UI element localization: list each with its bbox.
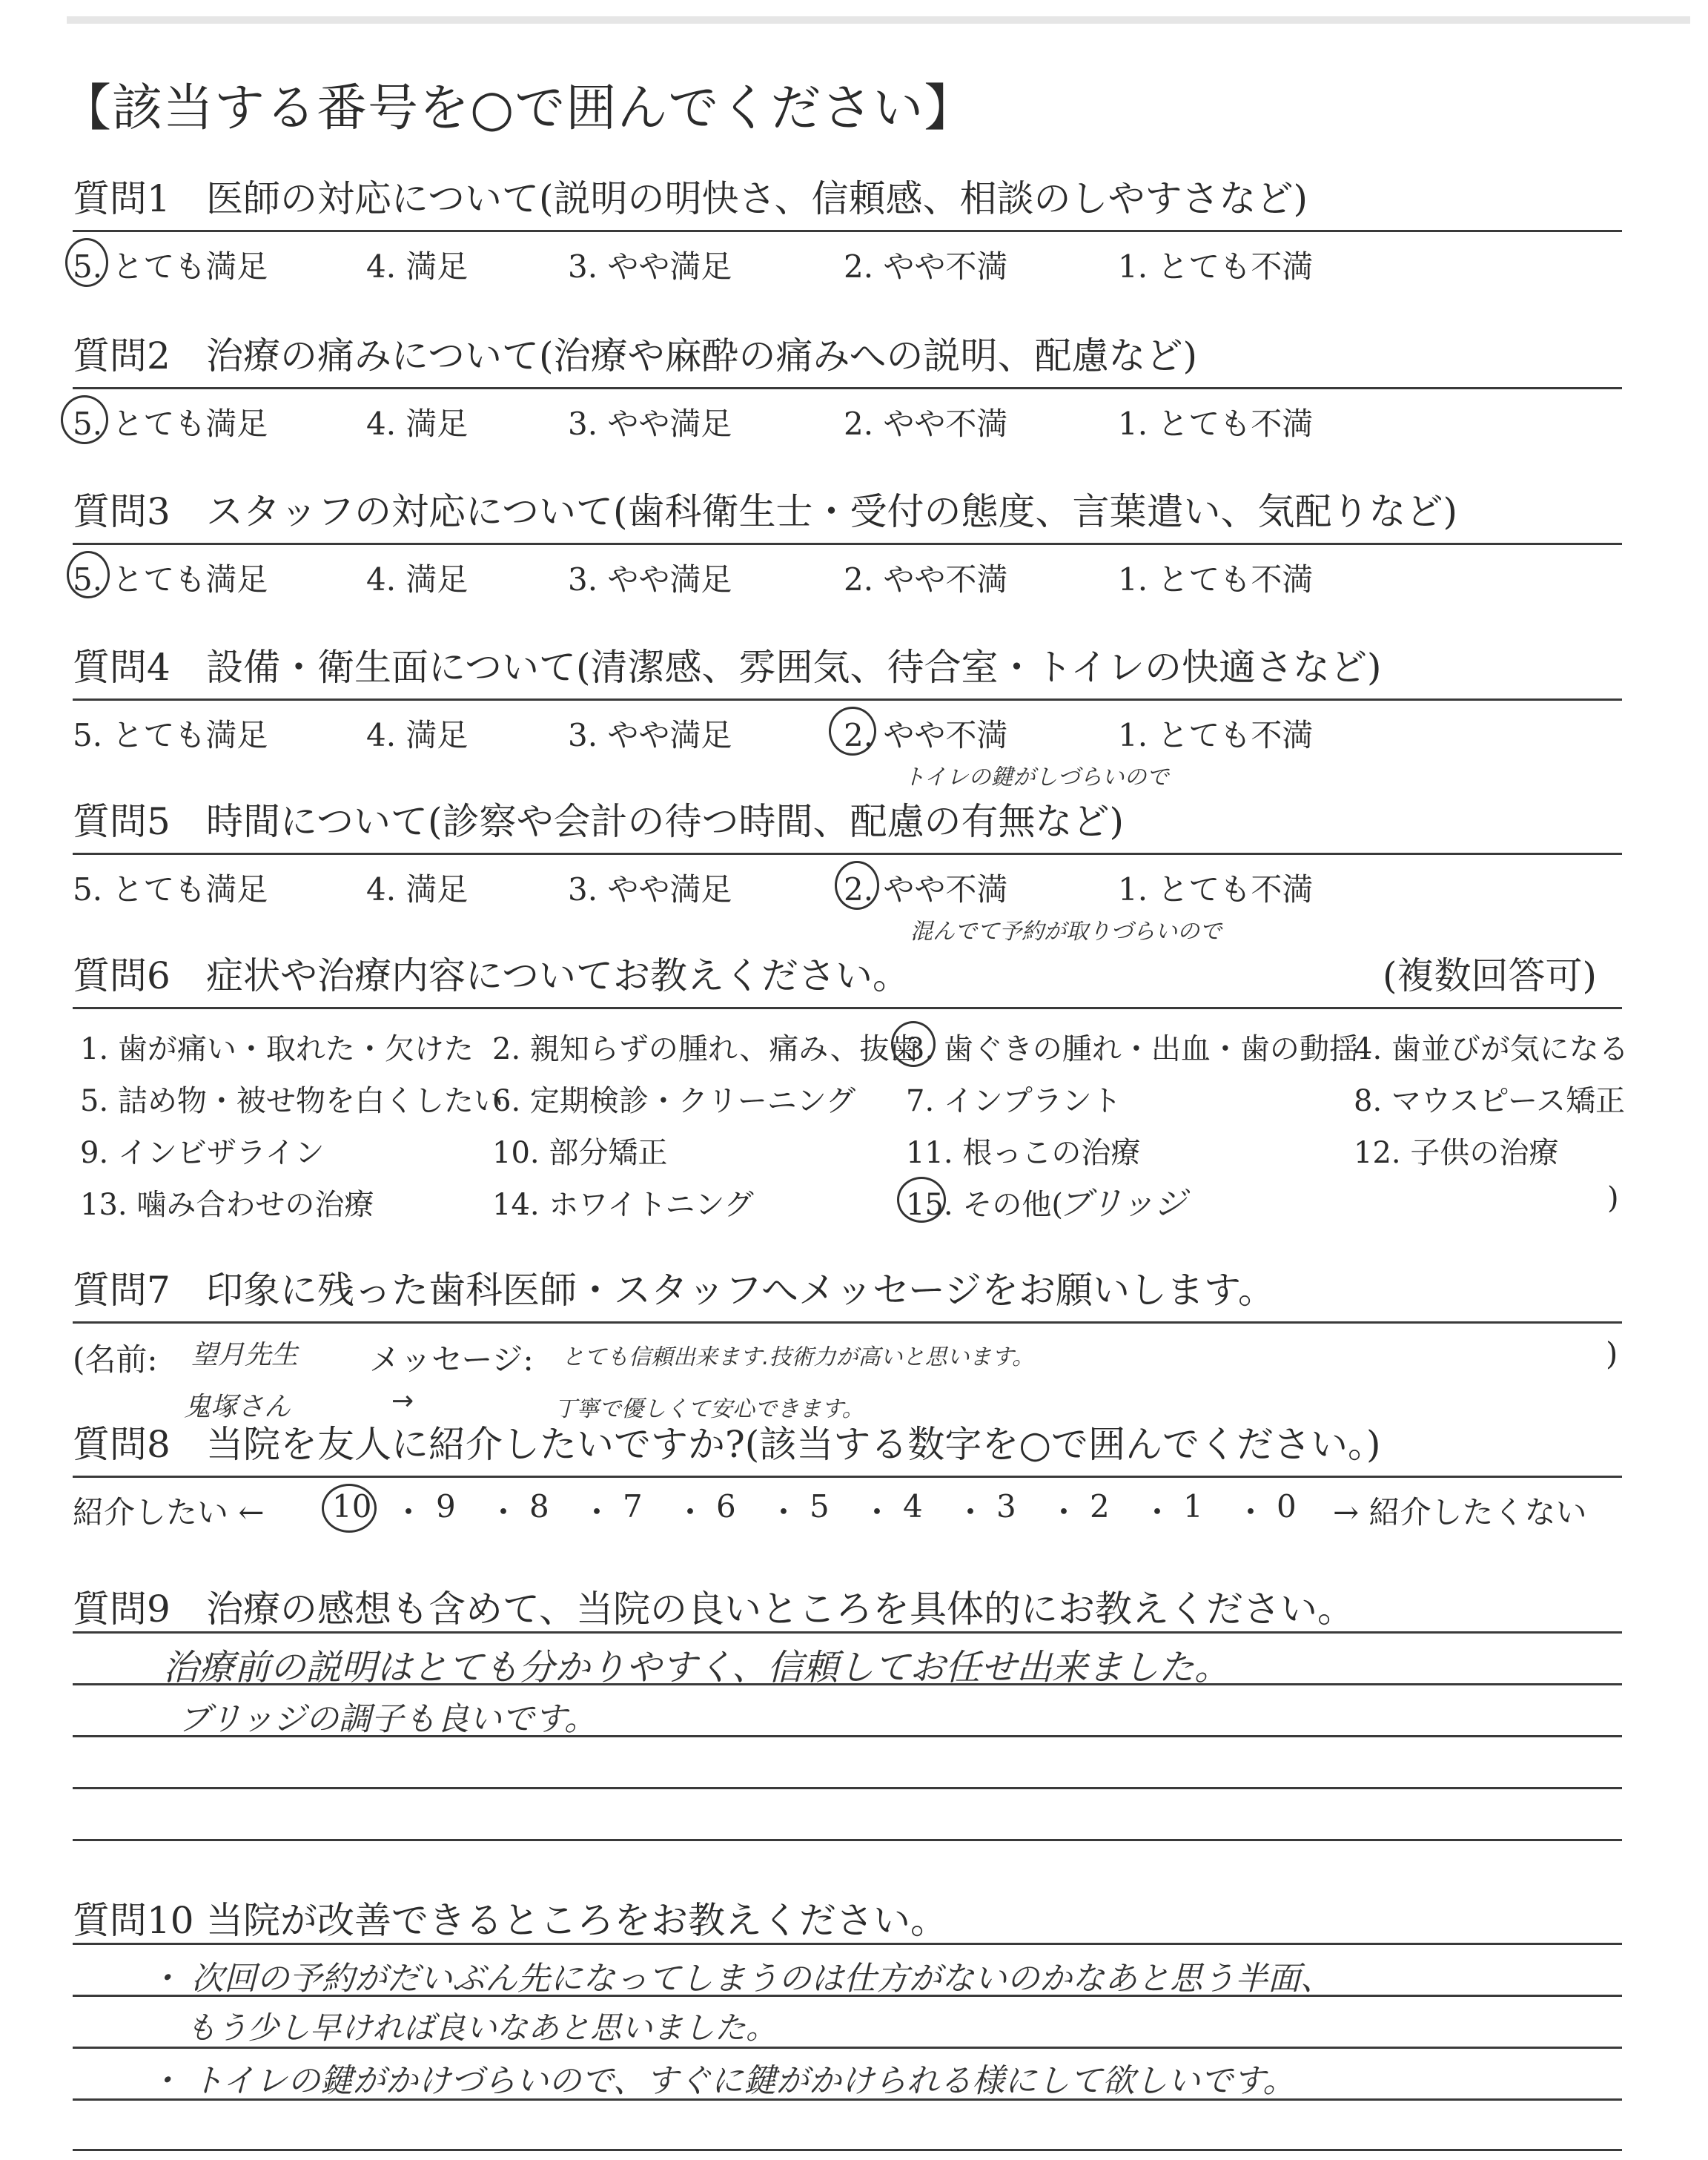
rating-options bbox=[73, 242, 1622, 287]
symptom-option[interactable]: 8. マウスピース矯正 bbox=[1354, 1084, 1626, 1118]
question-text: 医師の対応について(説明の明快さ、信頼感、相談のしやすさなど) bbox=[206, 177, 1308, 220]
option-3[interactable]: 3. やや満足 bbox=[568, 561, 732, 598]
handwritten-arrow: → bbox=[391, 1386, 414, 1416]
scale-number[interactable]: 10 bbox=[332, 1488, 372, 1525]
message-close-paren: ) bbox=[1606, 1335, 1618, 1372]
question-text: 印象に残った歯科医師・スタッフへメッセージをお願いします。 bbox=[206, 1269, 1275, 1312]
question-9 bbox=[73, 1579, 1622, 1633]
rating-options bbox=[73, 865, 1622, 945]
selection-circle bbox=[829, 707, 876, 756]
scale-dot: ・ bbox=[488, 1494, 520, 1530]
option-4[interactable]: 4. 満足 bbox=[366, 248, 469, 285]
answer-line bbox=[73, 1631, 1622, 1634]
option-2[interactable]: 2. やや不満 bbox=[844, 717, 1008, 753]
option-3[interactable]: 3. やや満足 bbox=[568, 717, 732, 753]
question-number: 質問7 bbox=[73, 1269, 171, 1312]
scale-right-label: → 紹介したくない bbox=[1333, 1494, 1587, 1530]
option-4[interactable]: 4. 満足 bbox=[366, 561, 469, 598]
handwritten-answer: ブリッジの調子も良いです。 bbox=[178, 1700, 597, 1738]
option-5[interactable]: 5. とても満足 bbox=[73, 406, 268, 442]
scale-dot: ・ bbox=[1142, 1494, 1174, 1530]
question-2 bbox=[73, 326, 1622, 444]
scale-number[interactable]: 0 bbox=[1277, 1488, 1297, 1525]
symptom-option[interactable]: 10. 部分矯正 bbox=[492, 1136, 668, 1170]
question-text: 治療の感想も含めて、当院の良いところを具体的にお教えください。 bbox=[206, 1588, 1354, 1631]
symptom-option[interactable]: 7. インプラント bbox=[906, 1084, 1122, 1118]
rating-options bbox=[73, 555, 1622, 600]
symptom-option[interactable]: 6. 定期検診・クリーニング bbox=[492, 1084, 856, 1118]
scale-number[interactable]: 9 bbox=[436, 1488, 456, 1525]
option-1[interactable]: 1. とても不満 bbox=[1118, 871, 1314, 908]
scale-dot: ・ bbox=[861, 1494, 893, 1530]
selection-circle bbox=[67, 551, 110, 598]
divider bbox=[73, 387, 1622, 389]
scale-number[interactable]: 3 bbox=[996, 1488, 1016, 1525]
option-3[interactable]: 3. やや満足 bbox=[568, 248, 732, 285]
handwritten-answer: 治療前の説明はとても分かりやすく、信頼してお任せ出来ました。 bbox=[163, 1647, 1231, 1688]
option-1[interactable]: 1. とても不満 bbox=[1118, 248, 1314, 285]
question-number: 質問6 bbox=[73, 954, 171, 997]
scale-dot: ・ bbox=[675, 1494, 706, 1530]
handwritten-answer: ・ 次回の予約がだいぶん先になってしまうのは仕方がないのかなあと思う半面、 bbox=[148, 1960, 1333, 1998]
symptom-option[interactable]: 11. 根っこの治療 bbox=[906, 1136, 1141, 1170]
scale-number[interactable]: 5 bbox=[810, 1488, 830, 1525]
handwritten-name: 望月先生 bbox=[191, 1340, 299, 1370]
scale-number[interactable]: 2 bbox=[1090, 1488, 1110, 1525]
handwritten-comment: 混んでて予約が取りづらいので bbox=[910, 919, 1222, 945]
question-text: 症状や治療内容についてお教えください。 bbox=[206, 954, 910, 997]
question-text: 当院を友人に紹介したいですか?(該当する数字を○で囲んでください。) bbox=[206, 1423, 1381, 1466]
symptom-option[interactable]: 3. 歯ぐきの腫れ・出血・歯の動揺 bbox=[906, 1032, 1359, 1066]
option-5[interactable]: 5. とても満足 bbox=[73, 248, 268, 285]
divider bbox=[73, 1007, 1622, 1009]
scale-dot: ・ bbox=[1048, 1494, 1080, 1530]
symptom-option[interactable]: 2. 親知らずの腫れ、痛み、抜歯 bbox=[492, 1032, 919, 1066]
answer-line bbox=[73, 1943, 1622, 1945]
question-number: 質問8 bbox=[73, 1423, 171, 1466]
question-3 bbox=[73, 482, 1622, 600]
divider bbox=[73, 698, 1622, 701]
option-2[interactable]: 2. やや不満 bbox=[844, 561, 1008, 598]
handwritten-answer: もう少し早ければ良いなあと思いました。 bbox=[185, 2009, 778, 2046]
rating-options bbox=[73, 711, 1622, 790]
scale-number[interactable]: 8 bbox=[529, 1488, 549, 1525]
handwritten-other: ブリッジ bbox=[1059, 1185, 1187, 1223]
handwritten-message-2: 丁寧で優しくて安心できます。 bbox=[555, 1396, 864, 1422]
divider bbox=[73, 853, 1622, 855]
question-number: 質問10 bbox=[73, 1899, 194, 1942]
divider bbox=[73, 1476, 1622, 1478]
option-5[interactable]: 5. とても満足 bbox=[73, 717, 268, 753]
symptom-option[interactable]: 14. ホワイトニング bbox=[492, 1188, 754, 1222]
question-text: 設備・衛生面について(清潔感、雰囲気、待合室・トイレの快適さなど) bbox=[206, 646, 1382, 689]
question-number: 質問5 bbox=[73, 800, 171, 843]
scale-dot: ・ bbox=[393, 1494, 425, 1530]
option-4[interactable]: 4. 満足 bbox=[366, 717, 469, 753]
selection-circle bbox=[835, 861, 879, 910]
question-4 bbox=[73, 638, 1622, 790]
divider bbox=[73, 230, 1622, 232]
question-8 bbox=[73, 1415, 1622, 1533]
symptom-option[interactable]: 12. 子供の治療 bbox=[1354, 1136, 1559, 1170]
divider bbox=[73, 543, 1622, 545]
selection-circle bbox=[65, 238, 108, 287]
question-number: 質問9 bbox=[73, 1588, 171, 1631]
scale-number[interactable]: 4 bbox=[903, 1488, 923, 1525]
handwritten-comment: トイレの鍵がしづらいので bbox=[903, 764, 1169, 790]
scale-left-label: 紹介したい ← bbox=[73, 1494, 265, 1530]
question-text: 時間について(診察や会計の待つ時間、配慮の有無など) bbox=[206, 800, 1125, 843]
question-10 bbox=[73, 1891, 1622, 1944]
option-1[interactable]: 1. とても不満 bbox=[1118, 561, 1314, 598]
scale-dot: ・ bbox=[581, 1494, 613, 1530]
option-5[interactable]: 5. とても満足 bbox=[73, 871, 268, 908]
symptom-option[interactable]: 9. インビザライン bbox=[80, 1136, 325, 1170]
question-5 bbox=[73, 792, 1622, 945]
answer-line bbox=[73, 2149, 1622, 2151]
selection-circle bbox=[891, 1021, 936, 1067]
selection-circle bbox=[897, 1177, 946, 1223]
handwritten-name-2: 鬼塚さん bbox=[184, 1392, 291, 1422]
option-3[interactable]: 3. やや満足 bbox=[568, 871, 732, 908]
question-text: 治療の痛みについて(治療や麻酔の痛みへの説明、配慮など) bbox=[206, 334, 1198, 377]
selection-circle bbox=[61, 395, 108, 444]
selection-circle bbox=[322, 1484, 377, 1533]
option-4[interactable]: 4. 満足 bbox=[366, 871, 469, 908]
question-number: 質問2 bbox=[73, 334, 171, 377]
scale-dot: ・ bbox=[955, 1494, 987, 1530]
symptom-option[interactable]: 15. その他( bbox=[906, 1188, 1063, 1222]
scale-number[interactable]: 6 bbox=[716, 1488, 736, 1525]
option-2[interactable]: 2. やや不満 bbox=[844, 406, 1008, 442]
scale-number[interactable]: 1 bbox=[1183, 1488, 1203, 1525]
question-6 bbox=[73, 946, 1629, 1223]
option-2[interactable]: 2. やや不満 bbox=[844, 871, 1008, 908]
answer-line bbox=[73, 1839, 1622, 1841]
page-title: 【該当する番号を○で囲んでください】 bbox=[61, 79, 976, 138]
multi-answer-note: (複数回答可) bbox=[1382, 954, 1597, 997]
question-1 bbox=[73, 169, 1622, 287]
option-5[interactable]: 5. とても満足 bbox=[73, 561, 268, 598]
handwritten-answer: ・ トイレの鍵がかけづらいので、すぐに鍵がかけられる様にして欲しいです。 bbox=[148, 2062, 1296, 2100]
handwritten-message: とても信頼出来ます.技術力が高いと思います。 bbox=[562, 1344, 1035, 1370]
question-7 bbox=[73, 1261, 1622, 1435]
question-number: 質問1 bbox=[73, 177, 171, 220]
recommend-scale bbox=[73, 1488, 1622, 1533]
question-text: 当院が改善できるところをお教えください。 bbox=[206, 1899, 947, 1942]
scan-edge bbox=[67, 16, 1690, 24]
answer-line bbox=[73, 1787, 1622, 1789]
symptom-option[interactable]: 13. 噛み合わせの治療 bbox=[80, 1188, 374, 1222]
symptom-option[interactable]: 5. 詰め物・被せ物を白くしたい bbox=[80, 1084, 503, 1118]
option-1[interactable]: 1. とても不満 bbox=[1118, 717, 1314, 753]
question-number: 質問4 bbox=[73, 646, 171, 689]
scale-number[interactable]: 7 bbox=[623, 1488, 643, 1525]
option-2[interactable]: 2. やや不満 bbox=[844, 248, 1008, 285]
option-1[interactable]: 1. とても不満 bbox=[1118, 406, 1314, 442]
other-close-paren: ) bbox=[1607, 1181, 1619, 1215]
option-3[interactable]: 3. やや満足 bbox=[568, 406, 732, 442]
question-text: スタッフの対応について(歯科衛生士・受付の態度、言葉遣い、気配りなど) bbox=[206, 490, 1458, 533]
scale-dot: ・ bbox=[768, 1494, 800, 1530]
question-number: 質問3 bbox=[73, 490, 171, 533]
name-label: (名前: bbox=[73, 1341, 158, 1378]
rating-options bbox=[73, 400, 1622, 444]
symptom-option[interactable]: 4. 歯並びが気になる bbox=[1354, 1032, 1629, 1066]
message-label: メッセージ: bbox=[369, 1341, 534, 1378]
symptom-option[interactable]: 1. 歯が痛い・取れた・欠けた bbox=[80, 1032, 474, 1066]
scale-dot: ・ bbox=[1235, 1494, 1267, 1530]
option-4[interactable]: 4. 満足 bbox=[366, 406, 469, 442]
